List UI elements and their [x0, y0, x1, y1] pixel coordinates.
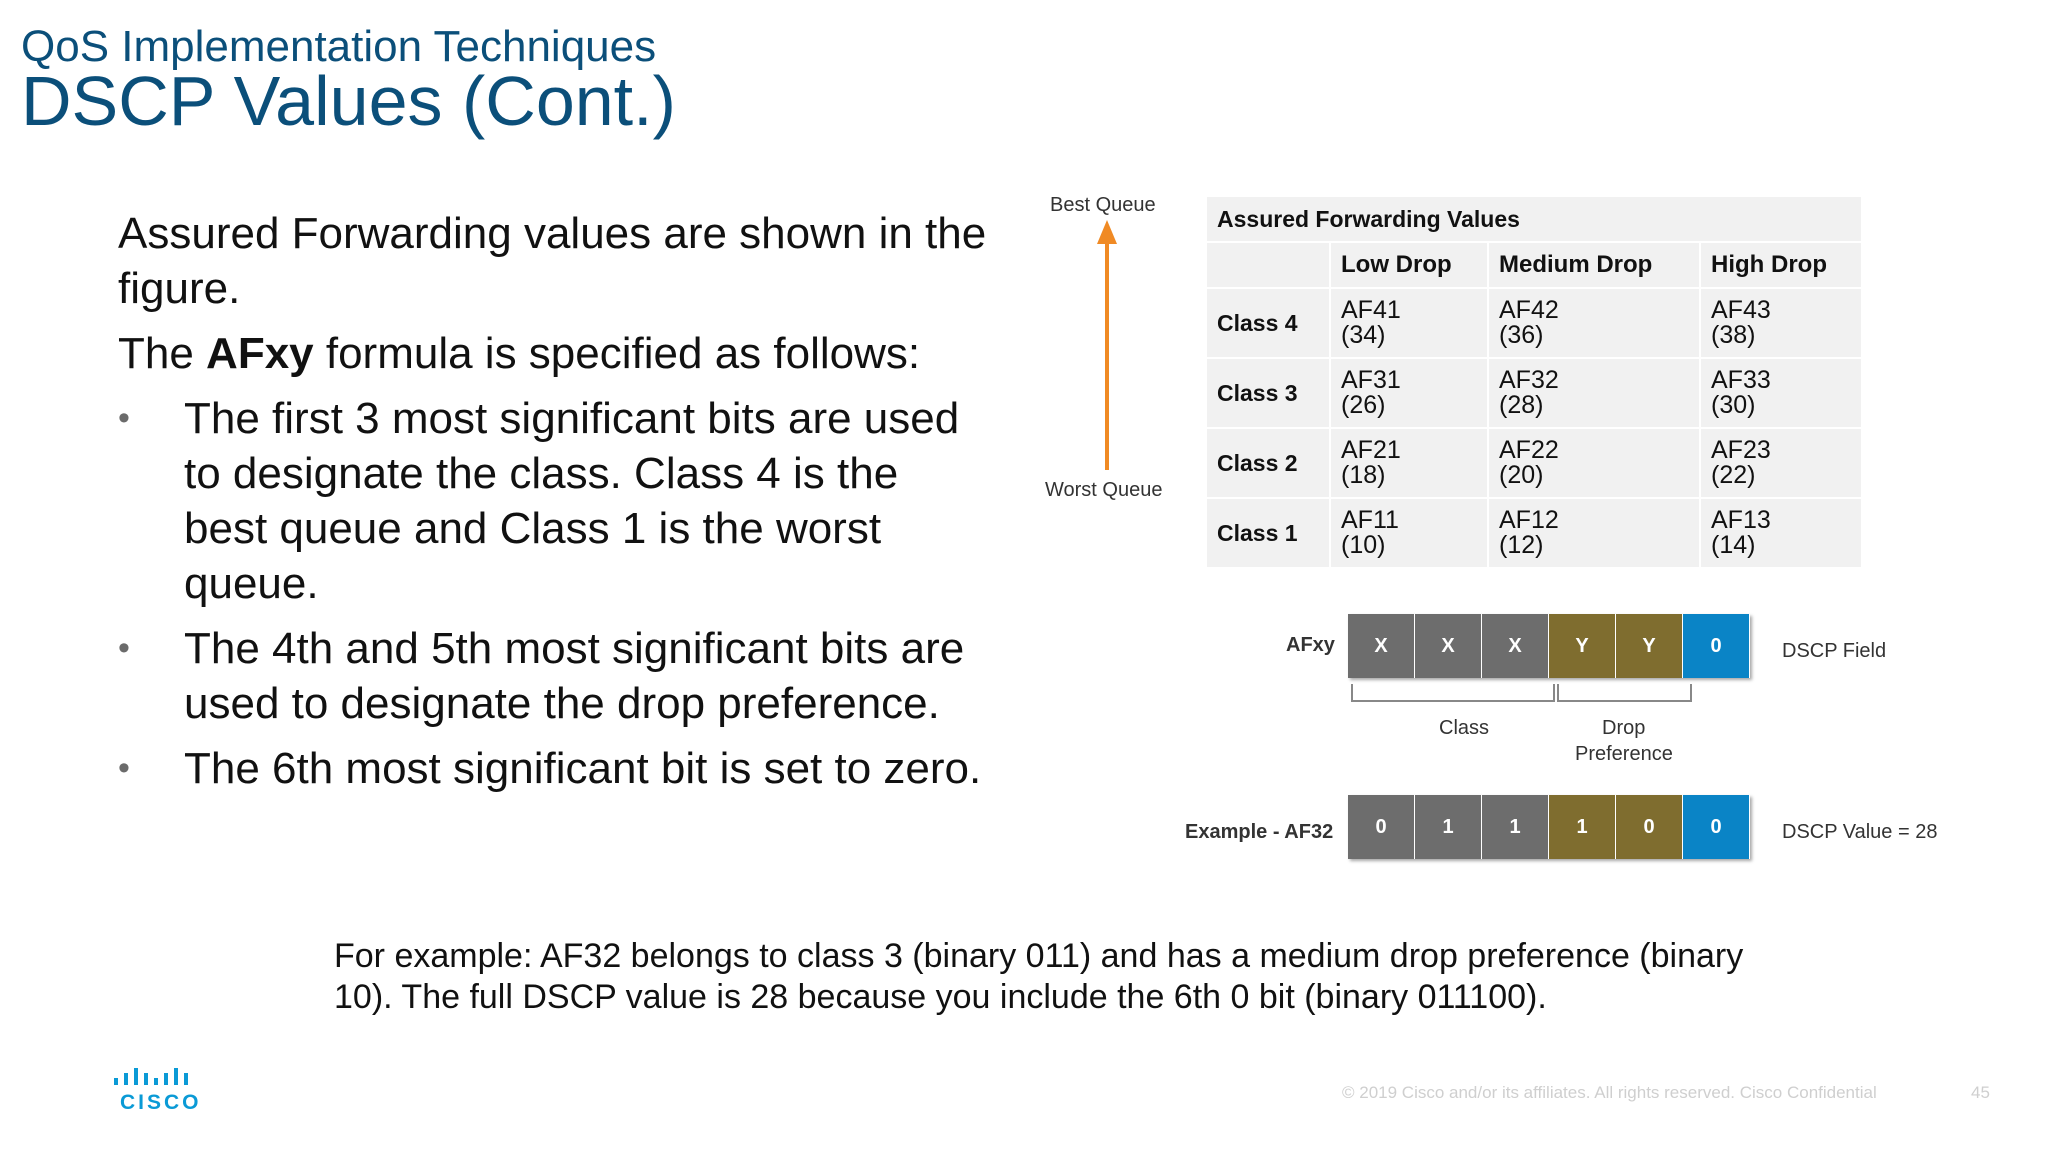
class-bit: X: [1348, 614, 1414, 678]
af-code: AF13: [1711, 506, 1771, 534]
af-values-table: [1205, 195, 1863, 569]
bullet-text: The 4th and 5th most significant bits are used to designate the drop preference.: [184, 624, 965, 728]
formula-paragraph: [118, 326, 988, 381]
dscp-value-label: DSCP Value = 28: [1782, 821, 1938, 843]
class-bit: 1: [1415, 795, 1481, 859]
drop-caption-line1: Drop: [1602, 717, 1646, 739]
bullet-dot: •: [118, 399, 130, 437]
slide-title: DSCP Values (Cont.): [21, 62, 676, 140]
class-bracket: [1351, 684, 1555, 702]
best-queue-label: Best Queue: [1050, 194, 1156, 216]
queue-arrow-icon: [1095, 218, 1119, 474]
dscp-decimal: (38): [1711, 321, 1756, 349]
af-code: AF33: [1711, 366, 1771, 394]
bullet-item: [118, 391, 988, 611]
formula-post: formula is specified as follows:: [313, 329, 921, 378]
table-cell: [1488, 288, 1700, 358]
table-cell: [1488, 498, 1700, 568]
table-cell: [1700, 428, 1862, 498]
bullet-text: The 6th most significant bit is set to zero.: [184, 744, 982, 793]
af-code: AF21: [1341, 436, 1401, 464]
dscp-decimal: (20): [1499, 461, 1544, 489]
cisco-bars-icon: [112, 1066, 196, 1088]
af-code: AF43: [1711, 296, 1771, 324]
af-code: AF42: [1499, 296, 1559, 324]
table-row: [1206, 428, 1862, 498]
table-cell: [1330, 498, 1488, 568]
example-label: Example - AF32: [1185, 821, 1334, 843]
table-cell: [1488, 428, 1700, 498]
drop-caption-line2: Preference: [1575, 743, 1673, 765]
table-title: Assured Forwarding Values: [1206, 196, 1862, 242]
dscp-decimal: (36): [1499, 321, 1544, 349]
drop-bit: Y: [1549, 614, 1615, 678]
table-row: [1206, 498, 1862, 568]
table-cell: [1700, 288, 1862, 358]
class-label: Class 3: [1206, 358, 1330, 428]
cisco-wordmark: CISCO: [120, 1091, 202, 1114]
column-header: Medium Drop: [1488, 242, 1700, 288]
dscp-decimal: (14): [1711, 531, 1756, 559]
drop-bit: Y: [1616, 614, 1682, 678]
class-label: Class 4: [1206, 288, 1330, 358]
zero-bit: 0: [1683, 795, 1749, 859]
column-header: Low Drop: [1330, 242, 1488, 288]
section-subtitle: QoS Implementation Techniques: [21, 22, 657, 71]
bullet-item: [118, 621, 988, 731]
bullet-dot: •: [118, 629, 130, 667]
class-label: Class 2: [1206, 428, 1330, 498]
table-cell: [1700, 498, 1862, 568]
copyright: © 2019 Cisco and/or its affiliates. All rights reserved. Cisco Confidential: [1342, 1083, 1877, 1102]
dscp-decimal: (28): [1499, 391, 1544, 419]
intro-paragraph: Assured Forwarding values are shown in the figure.: [118, 209, 987, 313]
table-row: [1206, 288, 1862, 358]
table-cell: [1330, 428, 1488, 498]
table-cell: [1330, 358, 1488, 428]
af-code: AF12: [1499, 506, 1559, 534]
zero-bit: 0: [1683, 614, 1749, 678]
af-code: AF41: [1341, 296, 1401, 324]
dscp-decimal: (30): [1711, 391, 1756, 419]
table-cell: [1330, 288, 1488, 358]
cisco-logo: [112, 1066, 202, 1115]
drop-bracket: [1557, 684, 1692, 702]
af-code: AF31: [1341, 366, 1401, 394]
class-bit: X: [1415, 614, 1481, 678]
dscp-decimal: (34): [1341, 321, 1386, 349]
bullet-dot: •: [118, 749, 130, 787]
dscp-decimal: (10): [1341, 531, 1386, 559]
class-bit: 0: [1348, 795, 1414, 859]
dscp-decimal: (18): [1341, 461, 1386, 489]
af-code: AF23: [1711, 436, 1771, 464]
table-cell: [1488, 358, 1700, 428]
worst-queue-label: Worst Queue: [1045, 479, 1163, 501]
dscp-field-label: DSCP Field: [1782, 640, 1887, 662]
bullet-list: [118, 391, 988, 796]
class-bit: X: [1482, 614, 1548, 678]
afxy-bit-field: [1348, 614, 1750, 678]
page-number: 45: [1971, 1083, 1990, 1102]
body-text: [118, 206, 988, 806]
drop-bit: 1: [1549, 795, 1615, 859]
table-row: [1206, 358, 1862, 428]
dscp-decimal: (26): [1341, 391, 1386, 419]
example-bit-field: [1348, 795, 1750, 859]
class-bit: 1: [1482, 795, 1548, 859]
table-cell: [1700, 358, 1862, 428]
class-label: Class 1: [1206, 498, 1330, 568]
drop-bit: 0: [1616, 795, 1682, 859]
example-paragraph: For example: AF32 belongs to class 3 (binary 011) and has a medium drop preference (binary 10). The full DSCP value is 28 because you include the 6th 0 bit (binary 011100).: [334, 937, 1744, 1016]
dscp-decimal: (22): [1711, 461, 1756, 489]
dscp-decimal: (12): [1499, 531, 1544, 559]
af-code: AF22: [1499, 436, 1559, 464]
table-corner: [1206, 242, 1330, 288]
bullet-text: The first 3 most significant bits are used to designate the class. Class 4 is the best queue and Class 1 is the worst queue.: [184, 394, 960, 608]
class-caption: Class: [1439, 717, 1490, 739]
af-code: AF32: [1499, 366, 1559, 394]
formula-pre: The: [118, 329, 207, 378]
bullet-item: [118, 741, 988, 796]
af-code: AF11: [1341, 506, 1399, 534]
formula-bold: AFxy: [206, 329, 314, 378]
afxy-label: AFxy: [1286, 634, 1335, 656]
column-header: High Drop: [1700, 242, 1862, 288]
